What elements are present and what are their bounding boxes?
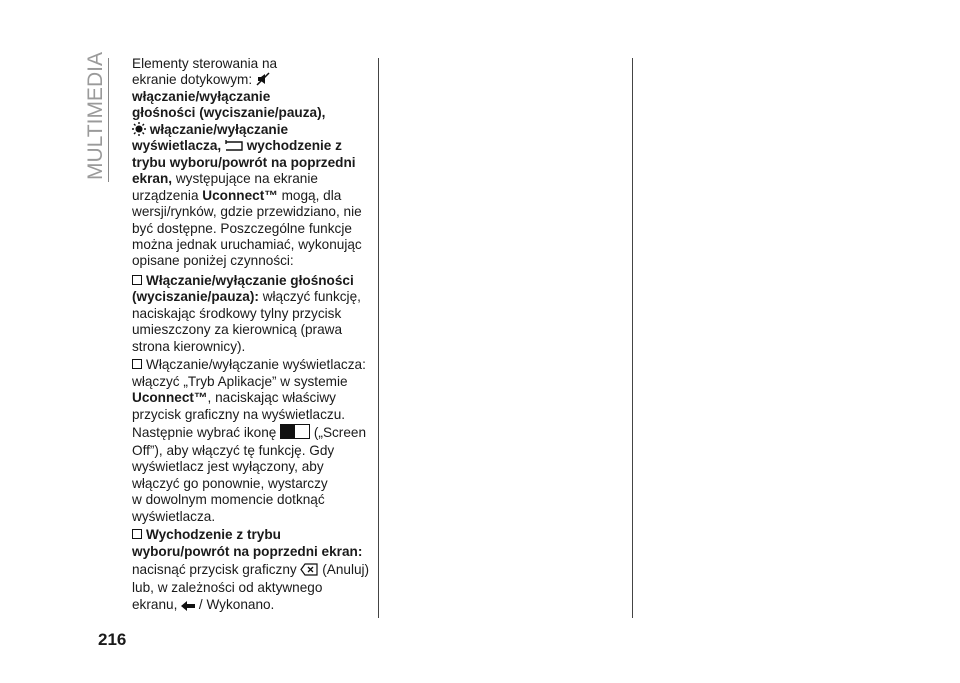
text-run: trybu wyboru/powrót na poprzedni [132,154,356,170]
mute-icon [256,72,270,86]
cancel-backspace-icon [300,563,318,576]
text-run: włączanie/wyłączanie [132,88,271,104]
text-run: urządzenia [132,187,203,203]
text-run: , naciskając właściwy [207,390,336,406]
text-column [132,56,372,615]
text-run: włączyć „Tryb Aplikacje” w systemie [132,373,348,389]
section-rule [108,58,109,182]
arrow-left-icon [181,601,195,611]
text-run: Włączanie/wyłączanie wyświetlacza: [146,357,366,373]
text-run: strona kierownicy). [132,338,246,354]
text-run: wersji/rynków, gdzie przewidziano, nie [132,204,362,220]
text-run: naciskając środkowy tylny przycisk [132,305,342,321]
text-run: wyświetlacz jest wyłączony, aby [132,459,324,475]
page-number: 216 [98,630,127,649]
text-run: ekranie dotykowym: [132,72,256,88]
section-title [84,52,107,180]
text-run: włączanie/wyłączanie [146,121,289,137]
list-item-display [132,357,372,525]
intro-paragraph [132,56,372,270]
text-run: Uconnect™ [132,390,208,406]
column-divider [632,58,633,618]
bullet-box-icon [132,529,142,539]
text-run: mogą, dla [277,187,342,203]
bullet-box-icon [132,275,142,285]
text-run: nacisnąć przycisk graficzny [132,562,301,578]
column-divider [378,58,379,618]
text-run: Wychodzenie z trybu [146,527,281,543]
text-run: włączyć funkcję, [258,289,361,305]
bullet-box-icon [132,359,142,369]
text-run: w dowolnym momencie dotknąć [132,492,325,508]
text-run: / Wykonano. [195,596,275,612]
brightness-icon [132,122,146,136]
text-run: wyboru/powrót na poprzedni ekran: [132,543,363,559]
text-run: umieszczony za kierownicą (prawa [132,322,343,338]
text-run: można jednak uruchamiać, wykonując [132,236,362,252]
text-run: opisane poniżej czynności: [132,253,294,269]
text-run: Off”), aby włączyć tę funkcję. Gdy [132,442,335,458]
screen-off-icon [280,424,310,439]
text-run: Uconnect™ [202,187,278,203]
section-title-text: MULTIMEDIA [84,52,107,180]
list-item-exit [132,527,372,613]
text-run: Następnie wybrać ikonę [132,424,281,440]
text-run: być dostępne. Poszczególne funkcje [132,220,352,236]
text-run: ekran, [132,171,173,187]
text-run: włączyć go ponownie, wystarczy [132,475,328,491]
text-run: przycisk graficzny na wyświetlaczu. [132,406,346,422]
list-item-volume [132,273,372,355]
text-run: lub, w zależności od aktywnego [132,580,323,596]
text-run: (wyciszanie/pauza): [132,289,259,305]
text-run: Elementy sterowania na [132,56,278,71]
text-run: Włączanie/wyłączanie głośności [146,272,354,288]
text-run: wyświetlacza. [132,508,216,524]
text-run: wyświetlacza, [132,138,225,154]
text-run: wychodzenie z [242,138,342,154]
text-run: (Anuluj) [318,562,370,578]
back-return-icon [225,140,243,152]
text-run: występujące na ekranie [172,171,318,187]
text-run: („Screen [310,424,367,440]
text-run: ekranu, [132,596,182,612]
text-run: głośności (wyciszanie/pauza), [132,105,326,121]
